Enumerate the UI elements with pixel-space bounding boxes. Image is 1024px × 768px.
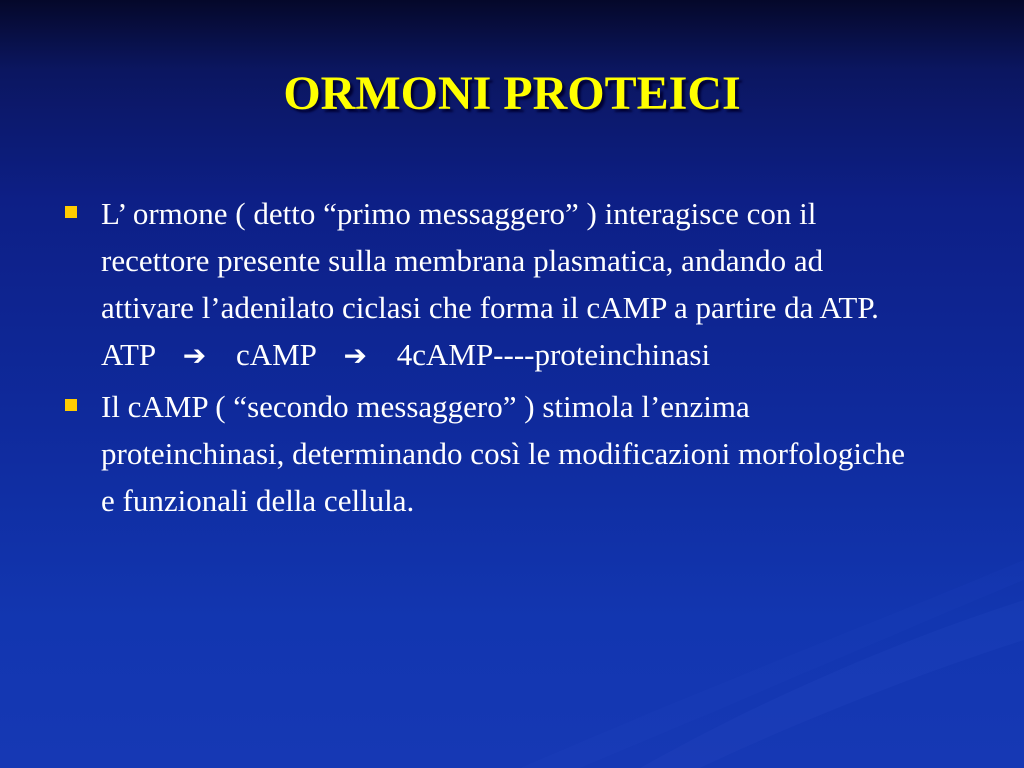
slide-body xyxy=(60,190,920,524)
formula-term-proteinchinasi: 4cAMP----proteinchinasi xyxy=(396,337,711,372)
formula-term-atp: ATP xyxy=(101,337,155,372)
square-bullet-icon xyxy=(65,206,77,218)
right-arrow-icon: ➔ xyxy=(182,339,207,372)
bullet-item-secondo-messaggero xyxy=(60,383,920,524)
formula-term-camp: cAMP xyxy=(235,337,316,372)
right-arrow-icon: ➔ xyxy=(343,339,367,372)
bullet-item-primo-messaggero xyxy=(60,190,920,331)
bullet-text: L’ ormone ( detto “primo messaggero” ) interagisce con il recettore presente sulla membrana plasmatica, andando ad attivare l’adenilato ciclasi che forma il cAMP a partire da ATP. xyxy=(101,196,879,325)
reaction-formula xyxy=(60,331,920,379)
bullet-text: Il cAMP ( “secondo messaggero” ) stimola l’enzima proteinchinasi, determinando così le modificazioni morfologiche e funzionali della cellula. xyxy=(101,389,906,518)
square-bullet-icon xyxy=(65,399,77,411)
slide-title: ORMONI PROTEICI xyxy=(283,67,741,120)
